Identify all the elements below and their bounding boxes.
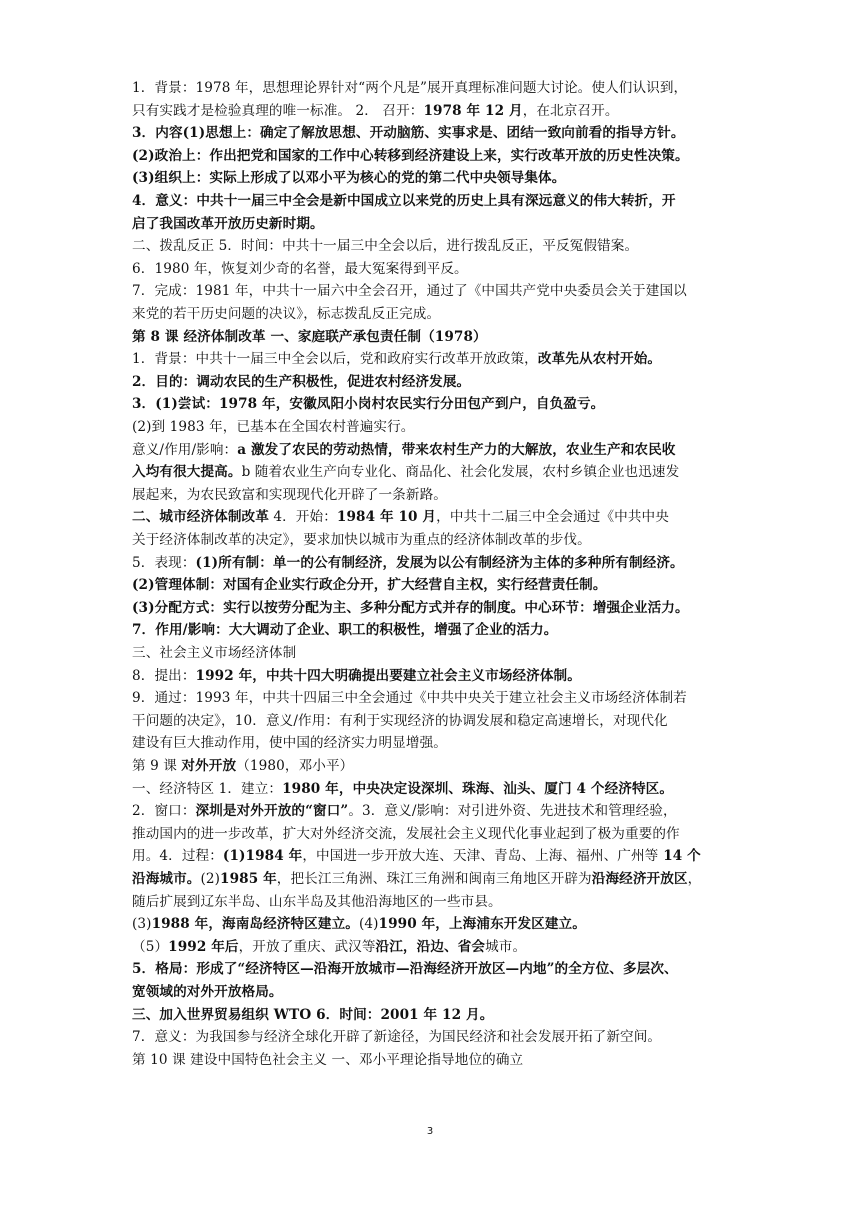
text-line bbox=[132, 507, 732, 528]
text-line bbox=[132, 937, 732, 958]
text-line bbox=[132, 801, 732, 822]
text-line bbox=[132, 191, 732, 212]
text-run: 8．提出： bbox=[132, 667, 196, 684]
text-run: 1．背景：中共十一届三中全会以后，党和政府实行改革开放政策， bbox=[132, 351, 538, 368]
text-line bbox=[132, 485, 732, 506]
text-line bbox=[132, 349, 732, 370]
bold-text-run: 1988 年，海南岛经济特区建立。 bbox=[151, 916, 359, 933]
text-line bbox=[132, 914, 732, 935]
text-line bbox=[132, 959, 732, 980]
bold-text-run: 14 个 bbox=[658, 848, 701, 865]
text-line bbox=[132, 643, 732, 664]
bold-text-run: 5．格局：形成了“经济特区—沿海开放城市—沿海经济开放区—内地”的全方位、多层次、 bbox=[132, 961, 678, 978]
text-line bbox=[132, 530, 732, 551]
text-line bbox=[132, 236, 732, 257]
text-line bbox=[132, 846, 732, 867]
text-run: 。3．意义/影响：对引进外资、先进技术和管理经验， bbox=[348, 803, 677, 820]
text-run: 用。4．过程： bbox=[132, 848, 223, 865]
text-run: 5．表现： bbox=[132, 554, 196, 571]
text-line bbox=[132, 214, 732, 235]
text-line bbox=[132, 688, 732, 709]
text-run: 二、拨乱反正 5．时间：中共十一届三中全会以后，进行拨乱反正，平反冤假错案。 bbox=[132, 238, 639, 255]
text-run: （5） bbox=[132, 938, 169, 955]
text-run: ， bbox=[687, 871, 702, 887]
text-run: (2) bbox=[200, 871, 221, 887]
bold-text-run: (1)1984 年 bbox=[222, 848, 303, 865]
bold-text-run: 1980 年，中央决定设深圳、珠海、汕头、厦门 4 个经济特区。 bbox=[282, 780, 674, 797]
text-line bbox=[132, 304, 732, 325]
text-line bbox=[132, 779, 732, 800]
bold-text-run: 沿江，沿边、省会 bbox=[375, 938, 486, 955]
bold-text-run: (2)管理体制：对国有企业实行政企分开，扩大经营自主权，实行经营责任制。 bbox=[132, 577, 607, 594]
text-line bbox=[132, 892, 732, 913]
bold-text-run: 三、加入世界贸易组织 WTO 6．时间：2001 年 12 月。 bbox=[132, 1006, 494, 1023]
text-run: 意义/作用/影响： bbox=[132, 441, 238, 458]
text-run: 随后扩展到辽东半岛、山东半岛及其他沿海地区的一些市县。 bbox=[132, 893, 502, 910]
page-number: 3 bbox=[426, 1126, 434, 1137]
bold-text-run: 第 8 课 经济体制改革 一、家庭联产承包责任制（1978） bbox=[132, 328, 487, 345]
bold-text-run: (2)政治上：作出把党和国家的工作中心转移到经济建设上来，实行改革开放的历史性决策。 bbox=[132, 147, 689, 164]
text-run: 1．背景：1978 年，思想理论界针对“两个凡是”展开真理标准问题大讨论。使人们认识到， bbox=[132, 80, 688, 96]
bold-text-run: 宽领域的对外开放格局。 bbox=[132, 984, 283, 1000]
text-line bbox=[132, 101, 732, 122]
text-line bbox=[132, 1027, 732, 1048]
text-run: 三、社会主义市场经济体制 bbox=[132, 645, 297, 661]
bold-text-run: 1978 年 12 月 bbox=[423, 102, 523, 119]
bold-text-run: 1984 年 10 月 bbox=[336, 509, 437, 526]
text-run: 关于经济体制改革的决定》，要求加快以城市为重点的经济体制改革的步伐。 bbox=[132, 532, 591, 548]
text-run: 第 10 课 建设中国特色社会主义 一、邓小平理论指导地位的确立 bbox=[132, 1051, 524, 1068]
text-line bbox=[132, 168, 732, 189]
text-run: ，中共十二届三中全会通过《中共中央 bbox=[436, 509, 669, 526]
text-run: 只有实践才是检验真理的唯一标准。 2． 召开： bbox=[132, 102, 424, 119]
text-line bbox=[132, 327, 732, 348]
text-run: (4) bbox=[358, 916, 379, 933]
text-run: (3) bbox=[132, 916, 152, 933]
text-line bbox=[132, 259, 732, 280]
text-line bbox=[132, 146, 732, 167]
bold-text-run: 2．目的：调动农民的生产积极性，促进农村经济发展。 bbox=[132, 373, 471, 390]
bold-text-run: a 激发了农民的劳动热情，带来农村生产力的大解放，农业生产和农民收 bbox=[237, 441, 676, 458]
text-run: 建设有巨大推动作用，使中国的经济实力明显增强。 bbox=[132, 735, 447, 752]
bold-text-run: 1992 年后 bbox=[168, 938, 239, 955]
bold-text-run: 1992 年，中共十四大明确提出要建立社会主义市场经济体制。 bbox=[195, 667, 581, 684]
text-line bbox=[132, 869, 732, 890]
bold-text-run: 启了我国改革开放历史新时期。 bbox=[132, 215, 324, 232]
text-run: ，在北京召开。 bbox=[522, 102, 619, 119]
bold-text-run: 3．内容(1)思想上：确定了解放思想、开动脑筋、实事求是、团结一致向前看的指导方针。 bbox=[132, 125, 685, 142]
bold-text-run: 入均有很大提高。 bbox=[132, 464, 242, 481]
text-line bbox=[132, 756, 732, 777]
text-run: 推动国内的进一步改革，扩大对外经济交流，发展社会主义现代化事业起到了极为重要的作 bbox=[132, 825, 680, 842]
text-line bbox=[132, 620, 732, 641]
text-line bbox=[132, 711, 732, 732]
text-line bbox=[132, 982, 732, 1003]
bold-text-run: 深圳是对外开放的“窗口” bbox=[195, 803, 349, 820]
bold-text-run: 二、城市经济体制改革 bbox=[132, 509, 269, 526]
bold-text-run: 改革先从农村开始。 bbox=[537, 351, 662, 368]
text-run: 一、经济特区 1．建立： bbox=[132, 780, 283, 797]
text-run: ，开放了重庆、武汉等 bbox=[238, 938, 376, 955]
text-run: 展起来，为农民致富和实现现代化开辟了一条新路。 bbox=[132, 486, 447, 503]
bold-text-run: 7．作用/影响：大大调动了企业、职工的积极性，增强了企业的活力。 bbox=[132, 622, 558, 639]
text-run: 7．意义：为我国参与经济全球化开辟了新途径，为国民经济和社会发展开拓了新空间。 bbox=[132, 1029, 662, 1046]
text-run: 来党的若干历史问题的决议》，标志拨乱反正完成。 bbox=[132, 306, 441, 322]
text-run: 第 9 课 bbox=[132, 758, 182, 774]
text-line bbox=[132, 394, 732, 415]
text-run: （1980，邓小平） bbox=[236, 758, 354, 774]
bold-text-run: 对外开放 bbox=[181, 758, 237, 774]
text-line bbox=[132, 666, 732, 687]
text-run: 干问题的决定》，10．意义/作用：有利于实现经济的协调发展和稳定高速增长，对现代化 bbox=[132, 712, 668, 729]
text-line bbox=[132, 598, 732, 619]
text-line bbox=[132, 123, 732, 144]
text-run: ，把长江三角洲、珠江三角洲和闽南三角地区开辟为 bbox=[276, 871, 592, 887]
text-line bbox=[132, 553, 732, 574]
text-run: 9．通过：1993 年，中共十四届三中全会通过《中共中央关于建立社会主义市场经济体制若 bbox=[132, 690, 687, 707]
bold-text-run: (1)所有制：单一的公有制经济，发展为以公有制经济为主体的多种所有制经济。 bbox=[195, 554, 684, 571]
text-line bbox=[132, 462, 732, 483]
text-run: (2)到 1983 年，已基本在全国农村普遍实行。 bbox=[132, 419, 415, 435]
text-run: 6．1980 年，恢复刘少奇的名誉，最大冤案得到平反。 bbox=[132, 260, 468, 277]
text-line bbox=[132, 440, 732, 461]
text-run: 7．完成：1981 年，中共十一届六中全会召开，通过了《中国共产党中央委员会关于建国以 bbox=[132, 283, 687, 300]
bold-text-run: 4．意义：中共十一届三中全会是新中国成立以来党的历史上具有深远意义的伟大转折，开 bbox=[132, 193, 676, 209]
text-line bbox=[132, 733, 732, 754]
bold-text-run: 沿海经济开放区 bbox=[591, 871, 688, 887]
text-run: ，中国进一步开放大连、天津、青岛、上海、福州、广州等 bbox=[302, 848, 659, 865]
bold-text-run: 1985 年 bbox=[220, 871, 277, 887]
text-run: 城市。 bbox=[485, 938, 527, 955]
bold-text-run: 3．(1)尝试：1978 年，安徽凤阳小岗村农民实行分田包产到户，自负盈亏。 bbox=[132, 396, 605, 413]
text-line bbox=[132, 78, 732, 99]
text-line bbox=[132, 824, 732, 845]
text-line bbox=[132, 575, 732, 596]
bold-text-run: (3)分配方式：实行以按劳分配为主、多种分配方式并存的制度。中心环节：增强企业活力。 bbox=[132, 599, 689, 616]
text-run: 4．开始： bbox=[268, 509, 337, 526]
text-line bbox=[132, 1005, 732, 1026]
text-line bbox=[132, 281, 732, 302]
bold-text-run: (3)组织上：实际上形成了以邓小平为核心的党的第二代中央领导集体。 bbox=[132, 170, 566, 187]
bold-text-run: 1990 年，上海浦东开发区建立。 bbox=[378, 916, 586, 933]
text-line bbox=[132, 372, 732, 393]
text-run: 2．窗口： bbox=[132, 803, 196, 820]
text-line bbox=[132, 1050, 732, 1071]
bold-text-run: 沿海城市。 bbox=[132, 871, 201, 887]
text-line bbox=[132, 417, 732, 438]
text-run: b 随着农业生产向专业化、商品化、社会化发展，农村乡镇企业也迅速发 bbox=[241, 464, 680, 481]
